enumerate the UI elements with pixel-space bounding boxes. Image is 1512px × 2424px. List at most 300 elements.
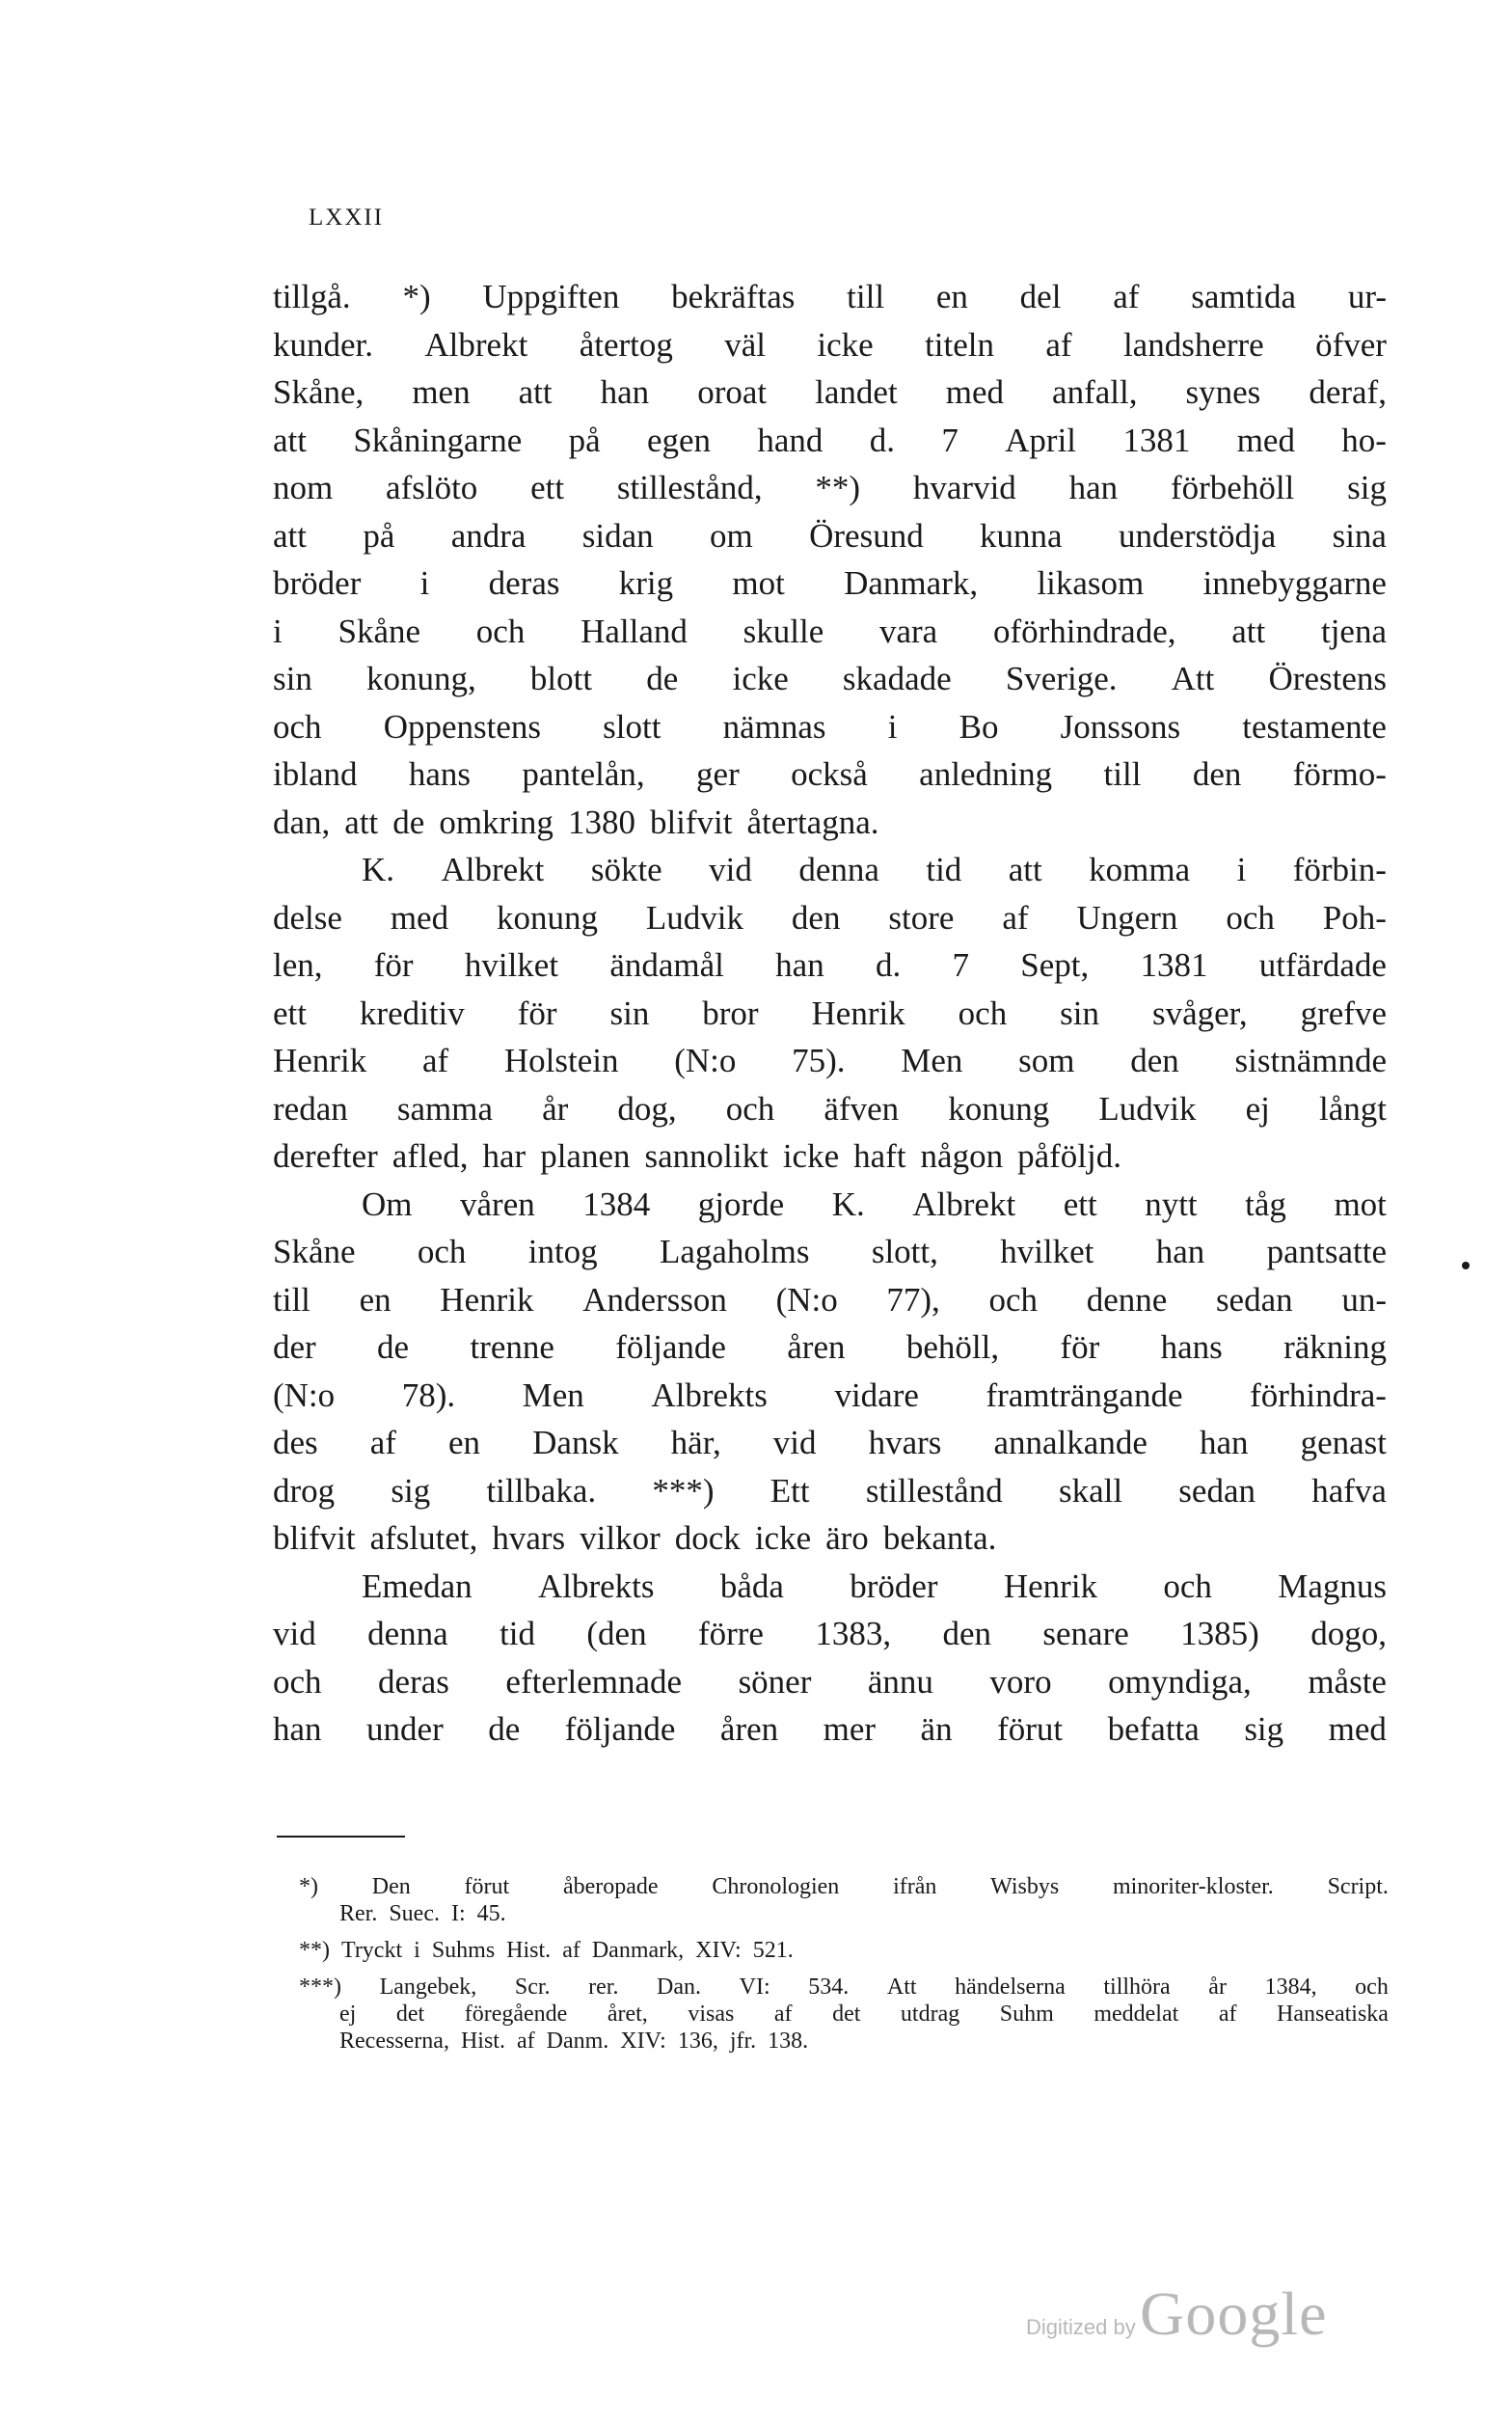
word: bröder [273,564,362,602]
word: skulle [742,612,824,650]
word: att [273,516,307,555]
word: hvilket [464,946,559,984]
word: en [359,1280,392,1319]
text-line [273,1610,1387,1658]
word: och [958,994,1008,1032]
word: haft [853,1137,906,1175]
word: af [369,1424,396,1461]
footnote-word: Den [371,1874,411,1899]
word: *) [402,278,431,315]
word: (den [586,1615,647,1652]
word: Henrik [811,994,905,1032]
footnote-word: Tryckt [341,1938,403,1963]
footnote-word: föregående [464,2002,568,2027]
footnote-word: af [516,2029,535,2054]
word: d. [875,946,902,984]
word: dog, [617,1089,677,1128]
word: sistnämnde [1234,1042,1387,1079]
footnote-word: XIV: [695,1938,742,1963]
word: Oppenstens [383,707,542,746]
word: landsherre [1122,325,1264,364]
footnote-word: jfr. [729,2029,757,2054]
word: förre [697,1615,764,1652]
word: Skåningarne [353,421,523,459]
word: icke [732,660,789,697]
word: hvars [492,1519,566,1557]
word: ännu [867,1662,933,1701]
word: än [920,1710,953,1748]
word: Skåne [338,612,421,650]
word: hafva [1311,1471,1387,1510]
word: komma [1089,851,1191,888]
word: förut [997,1710,1064,1748]
watermark-brand: Google [1140,2279,1328,2348]
footnote-word: *) [299,1874,318,1899]
word: Albrekt [441,851,545,888]
footnote-spacer [299,1964,1389,1974]
text-line [273,559,1387,608]
word: hvarvid [912,469,1016,506]
word: de [377,1328,410,1366]
word: i [419,564,430,602]
word: om [710,516,753,555]
footnote-word: Rer. [339,1901,378,1926]
word: har [482,1137,526,1175]
footnote-word: det [832,2002,861,2027]
footnote-word: I: [450,1901,466,1926]
word: konung [497,898,598,937]
footnote-word: Suec. [389,1901,440,1926]
text-line [273,1276,1387,1324]
word: ändamål [609,946,724,984]
word: likasom [1037,564,1145,602]
word: för [1060,1328,1100,1366]
footnote-word: Scr. [514,1975,551,2000]
footnote-word: Danm. [546,2029,609,2054]
word: sina [1332,516,1387,555]
word: räkning [1283,1328,1387,1366]
word: sig [1244,1710,1284,1748]
word: (N:o [273,1375,336,1414]
word: ho- [1341,421,1387,459]
word: svåger, [1151,994,1248,1032]
word: öfver [1315,325,1387,364]
word: båda [719,1566,784,1605]
word: af [1002,898,1029,937]
word: derefter [273,1137,378,1175]
word: samtida [1191,278,1297,315]
word: Skåne [273,1233,356,1270]
word: ur- [1347,278,1387,315]
word: Skåne, [273,373,364,411]
word: egen [646,421,712,459]
word: någon [920,1137,1004,1175]
footnote-word: VI: [739,1975,770,2000]
word: tid [500,1615,536,1652]
word: långt [1318,1089,1387,1128]
word: hvars [868,1424,942,1461]
word: len, [273,946,323,984]
footnote-word: och [1355,1975,1389,2000]
word: ibland [273,755,358,793]
word: trenne [470,1328,554,1366]
word: 1381 [1140,946,1208,984]
word: Poh- [1322,898,1387,937]
word: vilkor [580,1519,661,1557]
word: Holstein [503,1042,619,1079]
word: bekräftas [671,278,796,315]
word: Henrik [273,1042,367,1079]
text-line [273,990,1387,1038]
word: mot [1334,1185,1387,1223]
footnote-word: af [562,1938,580,1963]
word: Men [522,1375,584,1414]
footnote-word: **) [299,1938,330,1963]
footnote-line [299,1937,1389,1964]
word: icke [754,1519,812,1557]
footnote-word: tillhöra [1103,1975,1171,2000]
word: Dansk [532,1424,619,1461]
word: konung [948,1089,1050,1128]
text-line [273,894,1387,942]
word: 7 [952,946,969,984]
text-line [273,1514,1387,1563]
word: tåg [1245,1185,1286,1223]
word: sig [1347,469,1387,506]
word: der [273,1328,316,1366]
footnote-word: Suhm [999,2002,1054,2027]
word: äfven [824,1089,900,1128]
word: innebyggarne [1202,564,1387,602]
word: afled, [392,1137,469,1175]
digitized-watermark [1026,2278,1328,2350]
footnote-word: år [1208,1975,1227,2000]
word: dogo, [1310,1615,1387,1652]
word: hans [1160,1328,1223,1366]
text-line [273,1419,1387,1467]
word: och [273,707,322,746]
word: ett [530,469,565,506]
word: 1385) [1180,1615,1259,1652]
word: blifvit [273,1519,356,1557]
word: under [366,1710,444,1748]
word: äro [825,1519,869,1557]
word: ett [1063,1185,1097,1223]
text-line [273,321,1387,369]
word: anledning [919,755,1053,793]
word: återtagna. [746,803,879,841]
word: väl [724,325,767,364]
footnote-word: af [1218,2002,1237,2027]
text-line [273,1658,1387,1706]
footnote-word: 521. [752,1938,794,1963]
word: han [1068,469,1119,506]
word: med [1236,421,1295,459]
page-number: LXXII [309,204,385,231]
text-line [273,846,1387,894]
text-line [273,1323,1387,1372]
word: hans [408,755,471,793]
footnote-word: Script. [1327,1874,1389,1899]
text-line [273,941,1387,990]
word: den [1130,1042,1179,1079]
word: åren [787,1328,846,1366]
footnote-word: Att [886,1975,917,2000]
word: vid [772,1424,817,1461]
word: testamente [1242,707,1387,746]
word: store [888,898,955,937]
word: tillbaka. [486,1471,597,1510]
footnote-line [299,1974,1389,2001]
word: förmo- [1292,755,1387,793]
footnote-word: händelserna [955,1975,1066,2000]
word: planen [540,1137,631,1175]
word: hand [757,421,824,459]
word: till [1103,755,1142,793]
word: sin [609,994,650,1032]
footnote-word: Recesserna, [339,2029,449,2054]
footnote-word: XIV: [620,2029,666,2054]
footnote-word: Dan. [657,1975,702,2000]
text-line [273,1563,1387,1611]
word: Danmark, [844,564,979,602]
word: förbehöll [1170,469,1295,506]
word: befatta [1107,1710,1200,1748]
word: denna [798,851,879,888]
word: 1383, [815,1615,892,1652]
word: med [945,373,1004,411]
word: redan [273,1089,348,1128]
footnote-word: minoriter-kloster. [1112,1874,1274,1899]
footnote-line [299,2028,1389,2055]
word: tid [926,851,962,888]
word: han [1199,1424,1249,1461]
word: krig [618,564,674,602]
footnote-word: Wisbys [990,1874,1060,1899]
word: stillestånd [865,1471,1003,1510]
word: slott [603,707,662,746]
word: på [568,421,601,459]
word: understödja [1118,516,1277,555]
word: gjorde [697,1185,785,1223]
word: Magnus [1278,1566,1387,1605]
word: som [1018,1042,1075,1079]
word: ger [696,755,740,793]
word: Andersson [582,1280,727,1319]
word: Sept, [1020,946,1090,984]
footnote-word: Hanseatiska [1277,2002,1389,2027]
footnote-word: åberopade [562,1874,659,1899]
word: påföljd. [1017,1137,1121,1175]
word: skadade [842,660,952,697]
footnote-word: visas [688,2002,735,2027]
word: mer [823,1710,877,1748]
word: behöll, [905,1328,1000,1366]
word: bekanta. [882,1519,997,1557]
word: till [847,278,885,315]
word: nämnas [722,707,826,746]
word: de [646,660,679,697]
word: Jonssons [1060,707,1181,746]
word: deras [378,1662,449,1701]
text-line [273,1372,1387,1420]
footnote-word: af [773,2002,793,2027]
word: vid [709,851,752,888]
word: Om [362,1185,413,1223]
word: och [1226,898,1275,937]
word: oförhindrade, [992,612,1176,650]
word: följande [564,1710,676,1748]
word: (N:o [775,1280,838,1319]
footnote-line [299,1900,1389,1927]
word: afslutet, [369,1519,478,1557]
word: Ludvik [1098,1089,1197,1128]
footnote-divider [277,1836,405,1838]
word: och [273,1662,322,1701]
footnote-spacer [299,1927,1389,1937]
word: delse [273,898,342,937]
word: för [517,994,557,1032]
footnote-word: året, [607,2002,648,2027]
word: 1380 [567,803,635,841]
word: nytt [1145,1185,1198,1223]
footnote-line [299,1873,1389,1900]
footnote-word: i [414,1938,420,1963]
word: senare [1042,1615,1129,1652]
word: ett [273,994,307,1032]
word: Lagaholms [659,1233,810,1270]
word: grefve [1300,994,1387,1032]
word: K. [362,851,395,888]
word: en [935,278,968,315]
word: förbin- [1292,851,1387,888]
word: han [273,1710,322,1748]
word: Halland [580,612,688,650]
word: att [1008,851,1042,888]
word: sedan [1178,1471,1256,1510]
word: bröder [850,1566,938,1605]
footnote-word: 136, [677,2029,718,2054]
word: (N:o [674,1042,737,1079]
word: Henrik [1003,1566,1098,1605]
word: Ett [770,1471,810,1510]
word: och [1163,1566,1212,1605]
word: vara [878,612,938,650]
word: deraf, [1309,373,1387,411]
watermark-prefix: Digitized by [1026,2315,1136,2339]
text-line [273,1132,1387,1181]
word: den [942,1615,992,1652]
word: des [273,1424,318,1461]
word: dan, [273,803,331,841]
word: af [421,1042,449,1079]
word: vid [273,1615,316,1652]
word: sin [1060,994,1100,1032]
word: till [273,1280,310,1319]
word: framträngande [986,1375,1183,1414]
word: kunna [980,516,1063,555]
word: samma [396,1089,493,1128]
footnote-word: 534. [808,1975,850,2000]
word: för [373,946,414,984]
word: Albrekt [912,1185,1016,1223]
word: Ludvik [645,898,744,937]
word: del [1019,278,1062,315]
word: af [1045,325,1072,364]
footnote-word: Chronologien [712,1874,840,1899]
word: af [1113,278,1140,315]
word: med [1328,1710,1387,1748]
footnote-word: förut [464,1874,510,1899]
word: att [518,373,553,411]
word: blott [529,660,593,697]
text-line [273,1228,1387,1276]
word: i [1236,851,1247,888]
word: i [887,707,898,746]
word: med [390,898,449,937]
word: pantsatte [1266,1233,1387,1270]
word: intog [527,1233,598,1270]
word: Albrekts [537,1566,655,1605]
word: skall [1058,1471,1123,1510]
word: bror [702,994,759,1032]
word: Men [901,1042,963,1079]
text-line [273,1467,1387,1515]
footnote-word: Hist. [506,1938,552,1963]
word: Henrik [440,1280,534,1319]
word: 7 [941,421,958,459]
word: sin [273,660,312,697]
footnote-word: Hist. [460,2029,505,2054]
word: annalkande [993,1424,1148,1461]
text-line [273,368,1387,417]
word: icke [782,1137,840,1175]
word: 77), [886,1280,940,1319]
word: och [417,1233,467,1270]
word: år [542,1089,569,1128]
word: slott, [871,1233,938,1270]
word: 75). [792,1042,846,1079]
word: landet [815,373,898,411]
word: han [600,373,650,411]
footnote-word: Danmark, [591,1938,685,1963]
word: Albrekts [651,1375,768,1414]
word: stillestånd, [616,469,763,506]
word: också [791,755,868,793]
word: 1381 [1122,421,1191,459]
word: konung, [366,660,476,697]
word: ***) [652,1471,715,1510]
word: icke [817,325,874,364]
word: kunder. [273,325,374,364]
word: genast [1300,1424,1387,1461]
footnote-word: det [395,2002,425,2027]
word: Emedan [362,1566,472,1605]
word: drog [273,1471,336,1510]
word: och [475,612,526,650]
word: Öresund [809,516,924,555]
word: att [1231,612,1266,650]
text-line [273,273,1387,321]
word: 1384 [582,1185,651,1223]
word: sig [391,1471,431,1510]
word: nom [273,469,334,506]
word: den [791,898,841,937]
word: Uppgiften [482,278,620,315]
word: sedan [1215,1280,1293,1319]
word: sannolikt [644,1137,769,1175]
word: på [363,516,395,555]
